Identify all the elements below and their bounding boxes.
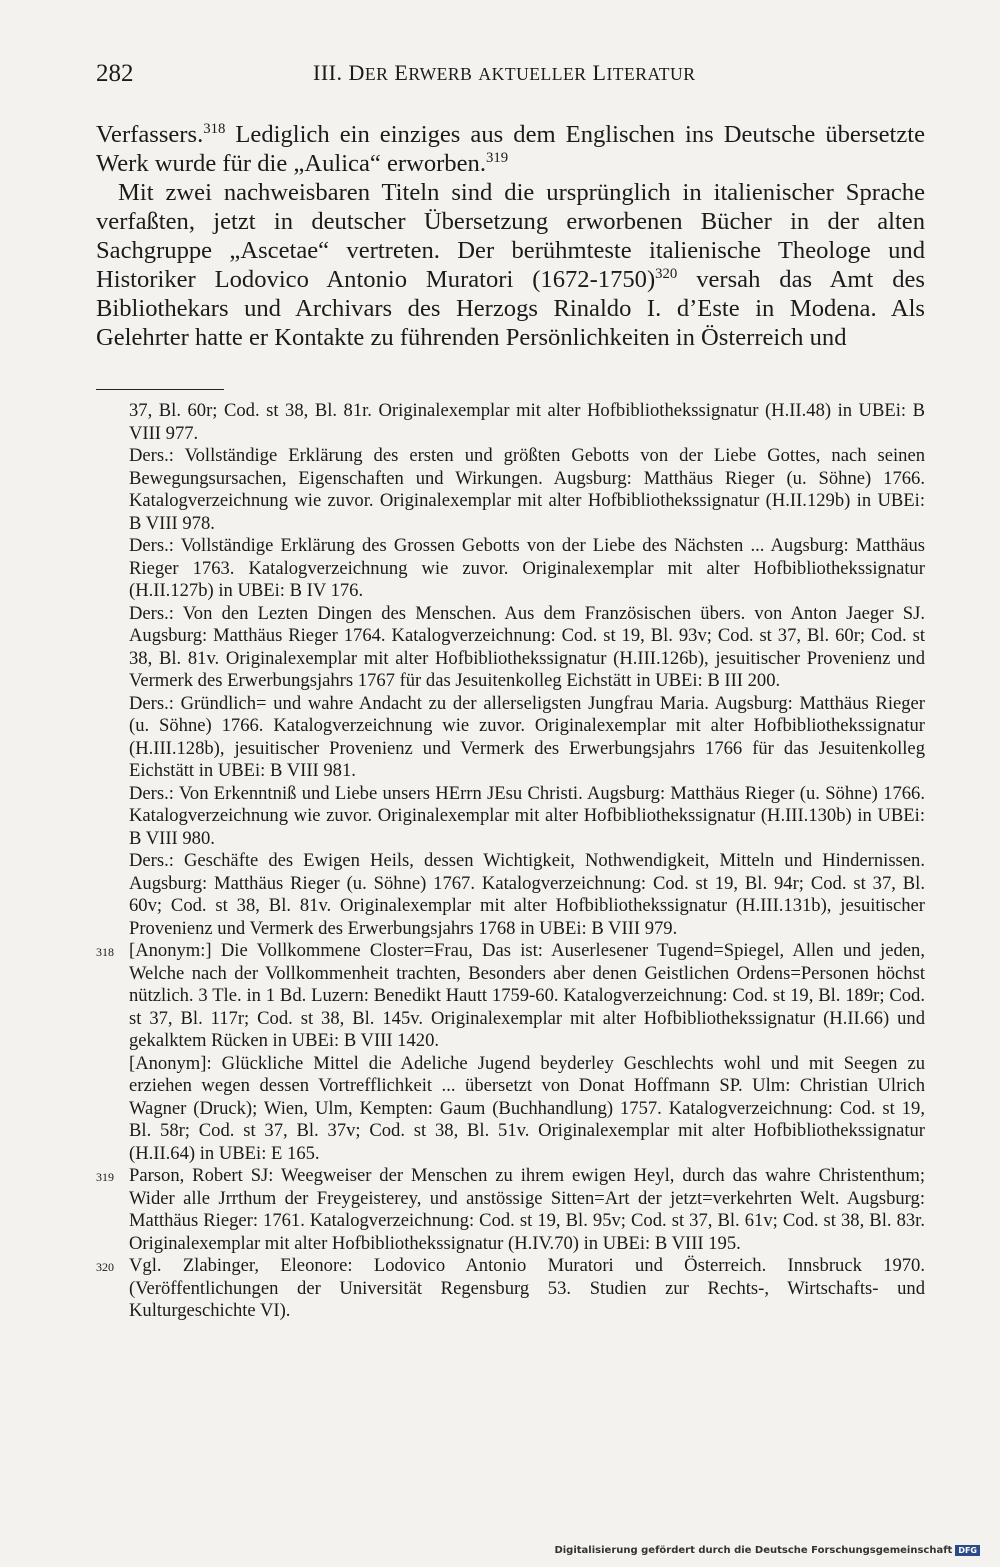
body-paragraph xyxy=(96,178,925,352)
footnote-rule xyxy=(96,389,224,390)
running-head-word: RWERB xyxy=(408,64,473,84)
footnote-paragraph: Vgl. Zlabinger, Eleonore: Lodovico Antonio Muratori und Österreich. Innsbruck 1970. (Veröffentlichungen der Universität Regensburg 53. Studien zur Rechts-, Wirtschafts- und Kulturgeschichte VI). xyxy=(129,1255,925,1321)
running-head-word: ER xyxy=(364,64,389,84)
running-head-initial: L xyxy=(592,60,607,85)
funding-notice-text: Digitalisierung gefördert durch die Deutsche Forschungsgemeinschaft xyxy=(554,1545,953,1556)
running-head-word: AKTUELLER xyxy=(478,64,587,84)
footnote-paragraph: Parson, Robert SJ: Weegweiser der Menschen zu ihrem ewigen Heyl, durch das wahre Christenthum; Wider alle Jrrthum der Freygeisterey, und anstössige Sitten=Art der jetzt=verkehrten Welt. Augsburg: Matthäus Rieger: 1761. Katalogverzeichnung: Cod. st 19, Bl. 95v; Cod. st 37, Bl. 61v; Cod. st 38, Bl. 83r. Originalexemplar mit alter Hofbibliothekssignatur (H.IV.70) in UBEi: B VIII 195. xyxy=(129,1165,925,1254)
footnotes xyxy=(96,400,925,1323)
funding-notice xyxy=(554,1545,980,1556)
footnote-number: 319 xyxy=(96,1170,114,1184)
footnote-reference: 318 xyxy=(203,121,226,138)
footnote xyxy=(96,1165,925,1255)
body-text-segment: versah das Amt des Bibliothekars und Archivars des Herzogs Rinaldo I. d’Este in Modena. Als Gelehrter hatte er Kontakte zu führenden Persönlichkeiten in Österreich und xyxy=(96,266,925,351)
footnote-paragraph: [Anonym:] Die Vollkommene Closter=Frau, Das ist: Auserlesener Tugend=Spiegel, Allen und jeden, Welche nach der Vollkommenheit trachten, Besonders aber denen Geistlichen Ordens=Personen höchst nützlich. 3 Tle. in 1 Bd. Luzern: Benedikt Hautt 1759-60. Katalogverzeichnung: Cod. st 19, Bl. 189r; Cod. st 37, Bl. 117r; Cod. st 38, Bl. 145v. Originalexemplar mit alter Hofbibliothekssignatur (H.II.66) und gekalktem Rücken in UBEi: B VIII 1420. xyxy=(129,940,925,1051)
footnote-continuation-paragraph: 37, Bl. 60r; Cod. st 38, Bl. 81r. Originalexemplar mit alter Hofbibliothekssignatur (H.II.48) in UBEi: B VIII 977. xyxy=(129,400,925,444)
body-text-segment: Mit zwei nachweisbaren Titeln sind die ursprünglich in italienischer Sprache verfaßten, jetzt in deutscher Übersetzung erworbenen Bücher in der alten Sachgruppe „Ascetae“ vertreten. Der berühmteste italienische Theologe und Historiker Lodovico Antonio Muratori (1672-1750) xyxy=(96,179,925,293)
footnote-continuation-paragraph: Ders.: Vollständige Erklärung des ersten und größten Gebotts von der Liebe Gottes, nach seinen Bewegungsursachen, Eigenschaften und Wirkungen. Augsburg: Matthäus Rieger (u. Söhne) 1766. Katalogverzeichnung wie zuvor. Originalexemplar mit alter Hofbibliothekssignatur (H.II.129b) in UBEi: B VIII 978. xyxy=(129,445,925,534)
body-text xyxy=(96,120,925,352)
body-text-segment: Lediglich ein einziges aus dem Englischen ins Deutsche übersetzte Werk wurde für die „Aulica“ erworben. xyxy=(96,121,925,177)
footnote-paragraph: [Anonym]: Glückliche Mittel die Adeliche Jugend beyderley Geschlechts wohl und mit Seegen zu erziehen wegen dessen Vortrefflichkeit ... übersetzt von Donat Hoffmann SP. Ulm: Christian Ulrich Wagner (Druck); Wien, Ulm, Kempten: Gaum (Buchhandlung) 1757. Katalogverzeichnung: Cod. st 19, Bl. 58r; Cod. st 37, Bl. 37v; Cod. st 38, Bl. 51v. Originalexemplar mit alter Hofbibliothekssignatur (H.II.64) in UBEi: E 165. xyxy=(129,1052,925,1164)
running-head xyxy=(313,60,695,86)
page-number: 282 xyxy=(96,60,134,87)
footnote-reference: 319 xyxy=(485,150,509,167)
footnote-number: 318 xyxy=(96,945,114,959)
footnote xyxy=(96,1255,925,1323)
footnote-number: 320 xyxy=(96,1260,114,1274)
dfg-logo: DFG xyxy=(955,1545,980,1556)
footnote xyxy=(96,940,925,1165)
body-text-segment: Verfassers. xyxy=(96,121,204,148)
footnote-continuation-paragraph: Ders.: Gründlich= und wahre Andacht zu der allerseligsten Jungfrau Maria. Augsburg: Matthäus Rieger (u. Söhne) 1766. Katalogverzeichnung wie zuvor. Originalexemplar mit alter Hofbibliothekssignatur (H.III.128b), jesuitischer Provenienz und Vermerk des Erwerbungsjahrs 1766 für das Jesuitenkolleg Eichstätt in UBEi: B VIII 981. xyxy=(129,692,925,781)
footnote-reference: 320 xyxy=(655,266,678,283)
footnote-continuation-paragraph: Ders.: Von den Lezten Dingen des Menschen. Aus dem Französischen übers. von Anton Jaeger SJ. Augsburg: Matthäus Rieger 1764. Katalogverzeichnung: Cod. st 19, Bl. 93v; Cod. st 37, Bl. 60r; Cod. st 38, Bl. 81v. Originalexemplar mit alter Hofbibliothekssignatur (H.III.126b), jesuitischer Provenienz und Vermerk des Erwerbungsjahrs 1767 für das Jesuitenkolleg Eichstätt in UBEi: B III 200. xyxy=(129,602,925,691)
body-paragraph xyxy=(96,120,925,178)
running-head-title xyxy=(348,60,695,85)
footnote-continuation-paragraph: Ders.: Geschäfte des Ewigen Heils, dessen Wichtigkeit, Nothwendigkeit, Mitteln und Hindernissen. Augsburg: Matthäus Rieger (u. Söhne) 1767. Katalogverzeichnung: Cod. st 19, Bl. 94r; Cod. st 37, Bl. 60v; Cod. st 38, Bl. 81v. Originalexemplar mit alter Hofbibliothekssignatur (H.III.131b), jesuitischer Provenienz und Vermerk des Erwerbungsjahrs 1768 in UBEi: B VIII 979. xyxy=(129,850,925,939)
running-head-initial: D xyxy=(348,60,365,85)
footnote-continuation-paragraph: Ders.: Von Erkenntniß und Liebe unsers HErrn JEsu Christi. Augsburg: Matthäus Rieger (u. Söhne) 1766. Katalogverzeichnung wie zuvor. Originalexemplar mit alter Hofbibliothekssignatur (H.III.130b) in UBEi: B VIII 980. xyxy=(129,782,925,849)
footnote-continuation-paragraph: Ders.: Vollständige Erklärung des Grossen Gebotts von der Liebe des Nächsten ... Augsburg: Matthäus Rieger 1763. Katalogverzeichnung wie zuvor. Originalexemplar mit alter Hofbibliothekssignatur (H.II.127b) in UBEi: B IV 176. xyxy=(129,535,925,601)
running-head-initial: E xyxy=(394,60,409,85)
running-head-word: ITERATUR xyxy=(606,64,696,84)
running-head-roman: III. xyxy=(313,60,349,85)
